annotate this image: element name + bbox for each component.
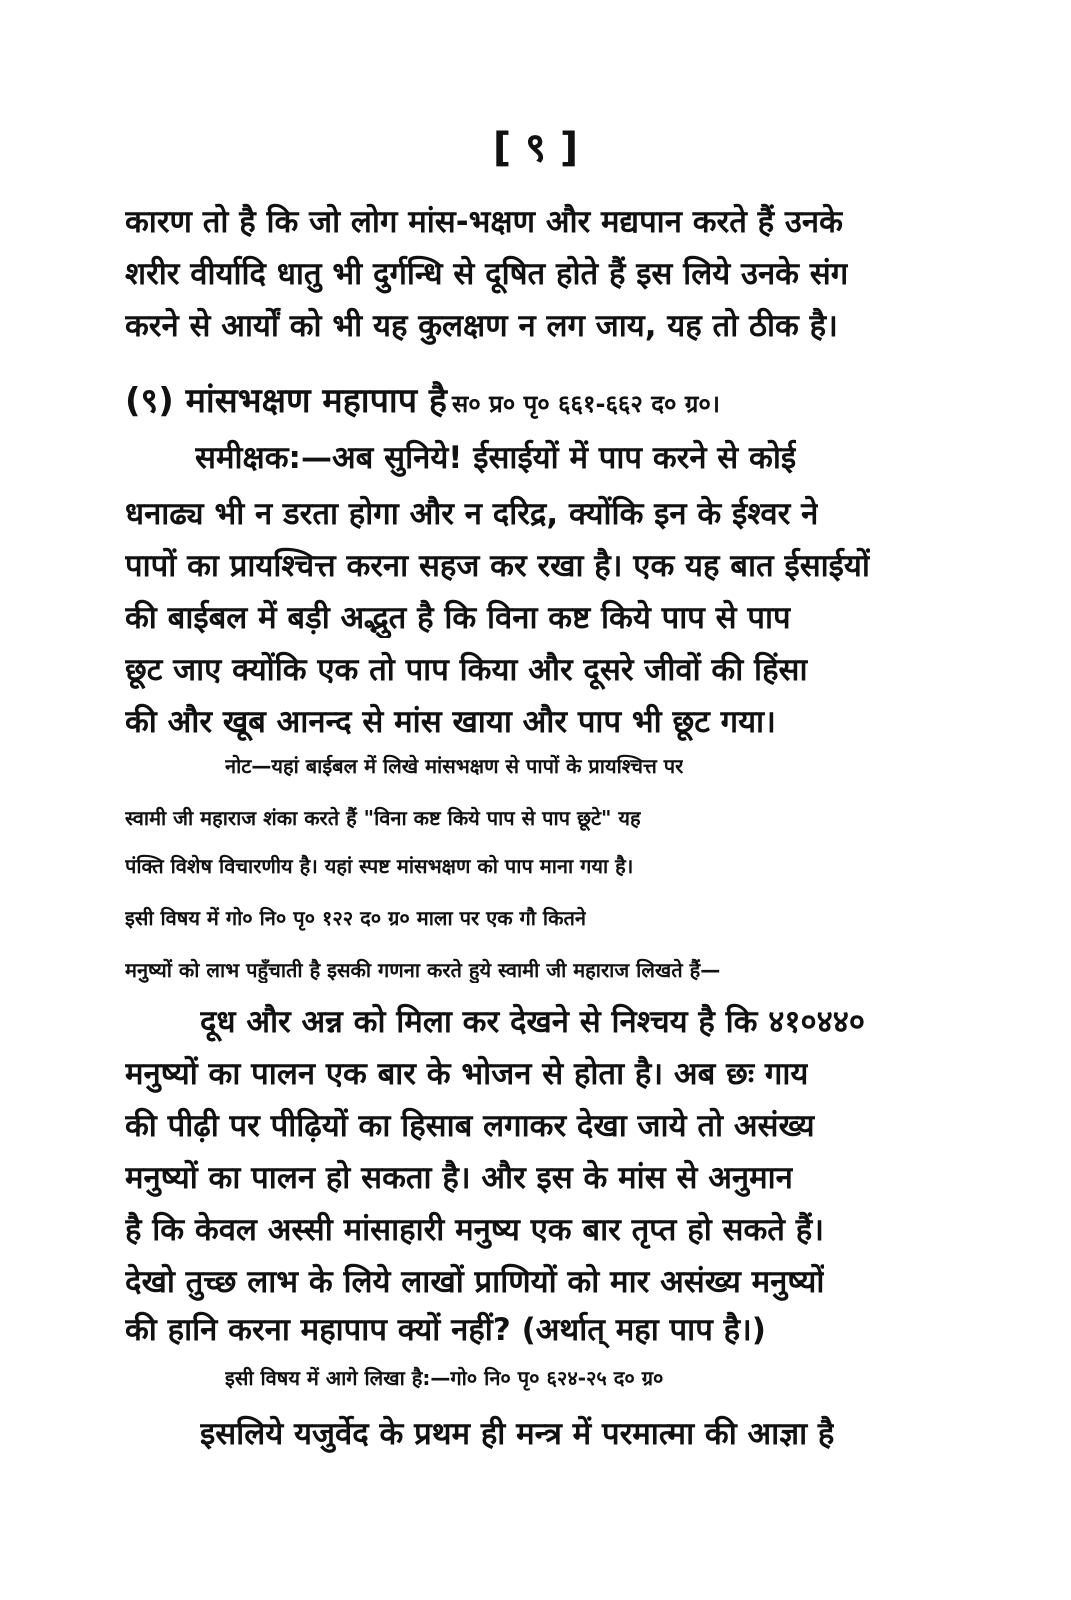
para3-line-4: मनुष्यों का पालन हो सकता है। और इस के मांस से अनुमान [125,1160,793,1196]
section-heading-ref: स० प्र० पृ० ६६१-६६२ द० ग्र०। [452,390,720,418]
para1-line-3: करने से आर्यों को भी यह कुलक्षण न लग जाय, यह तो ठीक है। [125,308,838,344]
para2-line-1: समीक्षक:—अब सुनिये! ईसाईयों में पाप करने से कोई [195,440,797,476]
para3-line-3: की पीढ़ी पर पीढ़ियों का हिसाब लगाकर देखा जाये तो असंख्य [125,1108,815,1144]
note-line-2: स्वामी जी महाराज शंका करते हैं "विना कष्ट किये पाप से पाप छूटे" यह [125,806,641,830]
para3-line-1: दूध और अन्न को मिला कर देखने से निश्चय है कि ४१०४४० [200,1004,865,1040]
para2-line-5: छूट जाए क्योंकि एक तो पाप किया और दूसरे जीवों की हिंसा [125,652,808,688]
para1-line-2: शरीर वीर्यादि धातु भी दुर्गन्धि से दूषित होते हैं इस लिये उनके संग [125,256,849,292]
para2-line-3: पापों का प्रायश्चित्त करना सहज कर रखा है। एक यह बात ईसाईयों [125,548,870,584]
para1-line-1: कारण तो है कि जो लोग मांस-भक्षण और मद्यपान करते हैं उनके [125,204,843,240]
para3-line-2: मनुष्यों का पालन एक बार के भोजन से होता है। अब छः गाय [125,1056,809,1092]
para3-line-5: है कि केवल अस्सी मांसाहारी मनुष्य एक बार तृप्त हो सकते हैं। [125,1212,824,1248]
para3-line-6: देखो तुच्छ लाभ के लिये लाखों प्राणियों को मार असंख्य मनुष्यों [125,1264,825,1300]
para2-line-6: की और खूब आनन्द से मांस खाया और पाप भी छूट गया। [125,704,776,740]
para3-line-7: की हानि करना महापाप क्यों नहीं? (अर्थात् महा पाप है।) [125,1312,766,1348]
page-number: [ ९ ] [492,125,579,171]
note-line-5: मनुष्यों को लाभ पहुँचाती है इसकी गणना करते हुये स्वामी जी महाराज लिखते हैं— [125,958,721,982]
para2-line-2: धनाढ्य भी न डरता होगा और न दरिद्र, क्योंकि इन के ईश्वर ने [125,496,819,532]
para2-line-4: की बाईबल में बड़ी अद्भुत है कि विना कष्ट किये पाप से पाप [125,600,791,636]
section-heading-title: (९) मांसभक्षण महापाप है [125,381,447,421]
last-line: इसलिये यजुर्वेद के प्रथम ही मन्त्र में परमात्मा की आज्ञा है [200,1416,835,1452]
note-line-3: पंक्ति विशेष विचारणीय है। यहां स्पष्ट मांसभक्षण को पाप माना गया है। [125,854,634,878]
section-heading [125,376,720,422]
note2-line: इसी विषय में आगे लिखा है:—गो० नि० पृ० ६२४-२५ द० ग्र० [225,1366,664,1390]
note-line-4: इसी विषय में गो० नि० पृ० १२२ द० ग्र० माला पर एक गौ कितने [125,906,586,930]
note-line-1: नोट—यहां बाईबल में लिखे मांसभक्षण से पापों के प्रायश्चित्त पर [225,754,684,778]
